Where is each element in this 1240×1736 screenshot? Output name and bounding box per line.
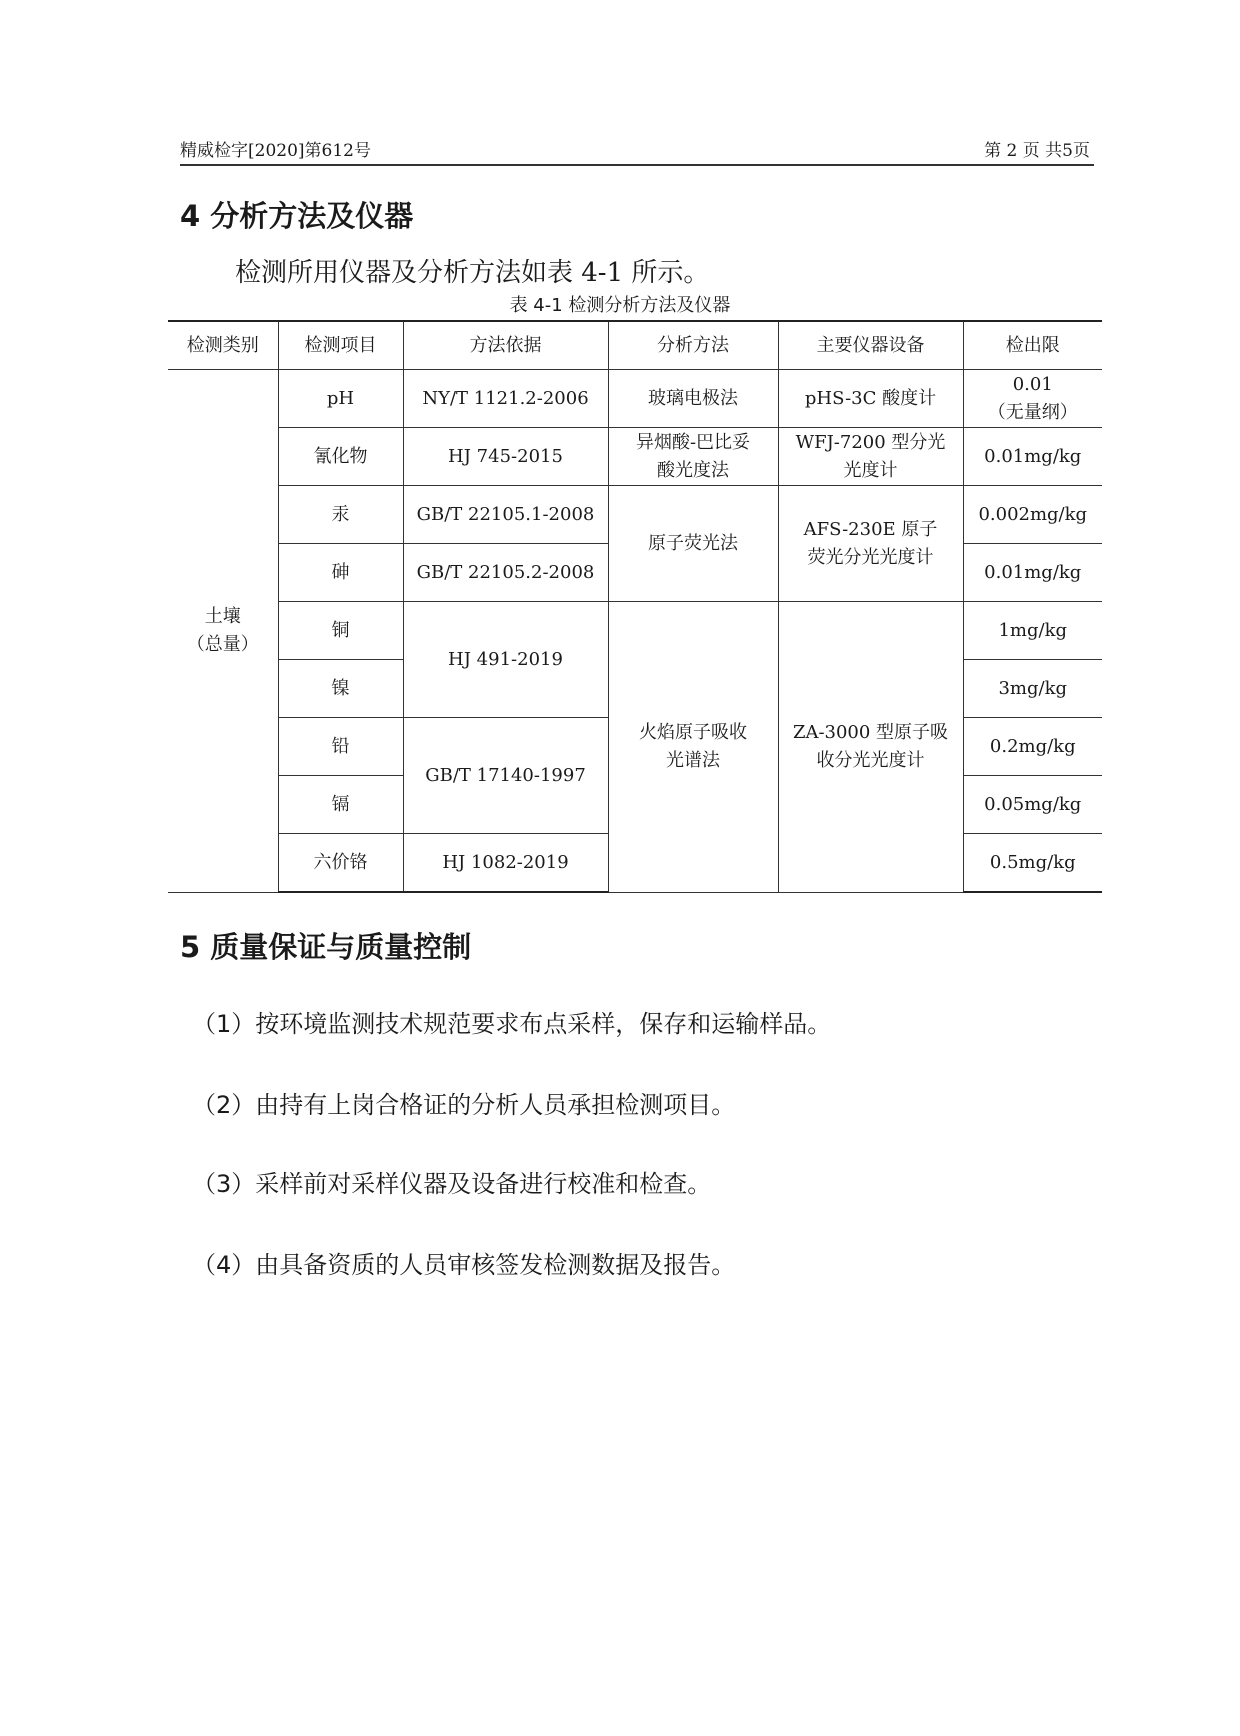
instrument-cell: ZA-3000 型原子吸 收分光光度计 <box>778 602 963 893</box>
method-cell: 异烟酸-巴比妥 酸光度法 <box>608 428 778 486</box>
basis-cell: HJ 491-2019 <box>403 602 608 718</box>
table-row <box>168 370 1102 428</box>
item-cell: pH <box>278 370 403 428</box>
table-row <box>168 602 1102 660</box>
column-header: 主要仪器设备 <box>778 321 963 370</box>
item-cell: 镉 <box>278 776 403 834</box>
item-cell: 铅 <box>278 718 403 776</box>
basis-cell: GB/T 22105.2-2008 <box>403 544 608 602</box>
item-cell: 六价铬 <box>278 834 403 893</box>
document-number: 精威检字[2020]第612号 <box>180 141 371 161</box>
table-caption: 表 4-1 检测分析方法及仪器 <box>509 295 731 316</box>
item-cell: 镍 <box>278 660 403 718</box>
column-header: 分析方法 <box>608 321 778 370</box>
column-header: 检测项目 <box>278 321 403 370</box>
limit-cell: 0.05mg/kg <box>963 776 1102 834</box>
limit-cell: 1mg/kg <box>963 602 1102 660</box>
table-row <box>168 486 1102 544</box>
instrument-cell: AFS-230E 原子 荧光分光光度计 <box>778 486 963 602</box>
basis-cell: GB/T 17140-1997 <box>403 718 608 834</box>
item-cell: 氰化物 <box>278 428 403 486</box>
item-cell: 砷 <box>278 544 403 602</box>
qa-item: （3）采样前对采样仪器及设备进行校准和检查。 <box>192 1170 712 1198</box>
column-header: 方法依据 <box>403 321 608 370</box>
section-5-title: 5 质量保证与质量控制 <box>180 930 472 964</box>
limit-cell: 3mg/kg <box>963 660 1102 718</box>
qa-item: （2）由持有上岗合格证的分析人员承担检测项目。 <box>192 1091 736 1119</box>
method-cell: 原子荧光法 <box>608 486 778 602</box>
instrument-cell: pHS-3C 酸度计 <box>778 370 963 428</box>
methods-table <box>168 320 1102 893</box>
limit-cell: 0.5mg/kg <box>963 834 1102 893</box>
column-header: 检测类别 <box>168 321 278 370</box>
column-header: 检出限 <box>963 321 1102 370</box>
basis-cell: HJ 745-2015 <box>403 428 608 486</box>
item-cell: 汞 <box>278 486 403 544</box>
page-header <box>180 134 1094 166</box>
qa-item: （1）按环境监测技术规范要求布点采样，保存和运输样品。 <box>192 1010 832 1038</box>
limit-cell: 0.01mg/kg <box>963 428 1102 486</box>
table-header-row <box>168 321 1102 370</box>
section-4-intro: 检测所用仪器及分析方法如表 4-1 所示。 <box>235 258 710 288</box>
item-cell: 铜 <box>278 602 403 660</box>
basis-cell: NY/T 1121.2-2006 <box>403 370 608 428</box>
page-indicator: 第 2 页 共5页 <box>984 141 1090 161</box>
limit-cell: 0.2mg/kg <box>963 718 1102 776</box>
basis-cell: GB/T 22105.1-2008 <box>403 486 608 544</box>
section-4-title: 4 分析方法及仪器 <box>180 199 414 233</box>
instrument-cell: WFJ-7200 型分光 光度计 <box>778 428 963 486</box>
category-cell: 土壤 （总量） <box>168 370 278 893</box>
method-cell: 玻璃电极法 <box>608 370 778 428</box>
table-row <box>168 428 1102 486</box>
basis-cell: HJ 1082-2019 <box>403 834 608 893</box>
qa-item: （4）由具备资质的人员审核签发检测数据及报告。 <box>192 1251 736 1279</box>
limit-cell: 0.002mg/kg <box>963 486 1102 544</box>
limit-cell: 0.01mg/kg <box>963 544 1102 602</box>
method-cell: 火焰原子吸收 光谱法 <box>608 602 778 893</box>
limit-cell: 0.01 （无量纲） <box>963 370 1102 428</box>
